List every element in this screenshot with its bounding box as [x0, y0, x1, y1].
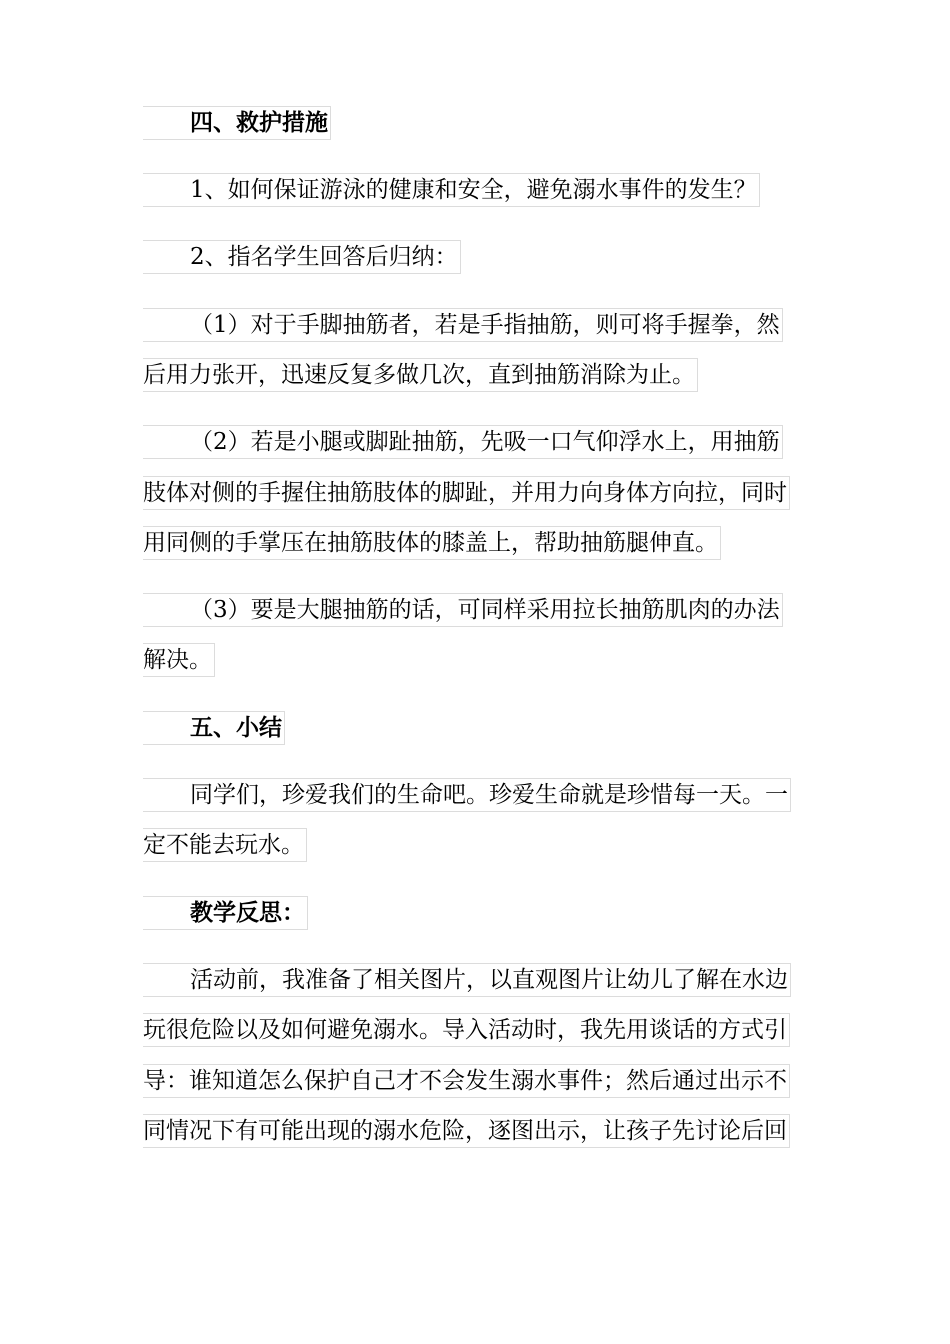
reflection-line-3: 导：谁知道怎么保护自己才不会发生溺水事件；然后通过出示不 — [143, 1064, 790, 1098]
section-heading-reflection: 教学反思： — [143, 896, 308, 930]
summary-line-2: 定不能去玩水。 — [143, 828, 307, 862]
reflection-line-4: 同情况下有可能出现的溺水危险，逐图出示，让孩子先讨论后回 — [143, 1114, 790, 1148]
question-1: 1、如何保证游泳的健康和安全，避免溺水事件的发生？ — [143, 173, 760, 207]
para-2-line-1: （2）若是小腿或脚趾抽筋，先吸一口气仰浮水上，用抽筋 — [143, 425, 783, 459]
para-1-line-2: 后用力张开，迅速反复多做几次，直到抽筋消除为止。 — [143, 358, 698, 392]
reflection-line-2: 玩很危险以及如何避免溺水。导入活动时，我先用谈话的方式引 — [143, 1013, 790, 1047]
section-heading-rescue: 四、救护措施 — [143, 106, 331, 140]
para-2-line-2: 肢体对侧的手握住抽筋肢体的脚趾，并用力向身体方向拉，同时 — [143, 476, 790, 510]
para-3-line-1: （3）要是大腿抽筋的话，可同样采用拉长抽筋肌肉的办法 — [143, 593, 783, 627]
para-3-line-2: 解决。 — [143, 643, 215, 677]
question-2: 2、指名学生回答后归纳： — [143, 240, 461, 274]
summary-line-1: 同学们，珍爱我们的生命吧。珍爱生命就是珍惜每一天。一 — [143, 778, 791, 812]
para-1-line-1: （1）对于手脚抽筋者，若是手指抽筋，则可将手握拳，然 — [143, 308, 783, 342]
para-2-line-3: 用同侧的手掌压在抽筋肢体的膝盖上，帮助抽筋腿伸直。 — [143, 526, 721, 560]
section-heading-summary: 五、小结 — [143, 711, 285, 745]
reflection-line-1: 活动前，我准备了相关图片，以直观图片让幼儿了解在水边 — [143, 963, 791, 997]
